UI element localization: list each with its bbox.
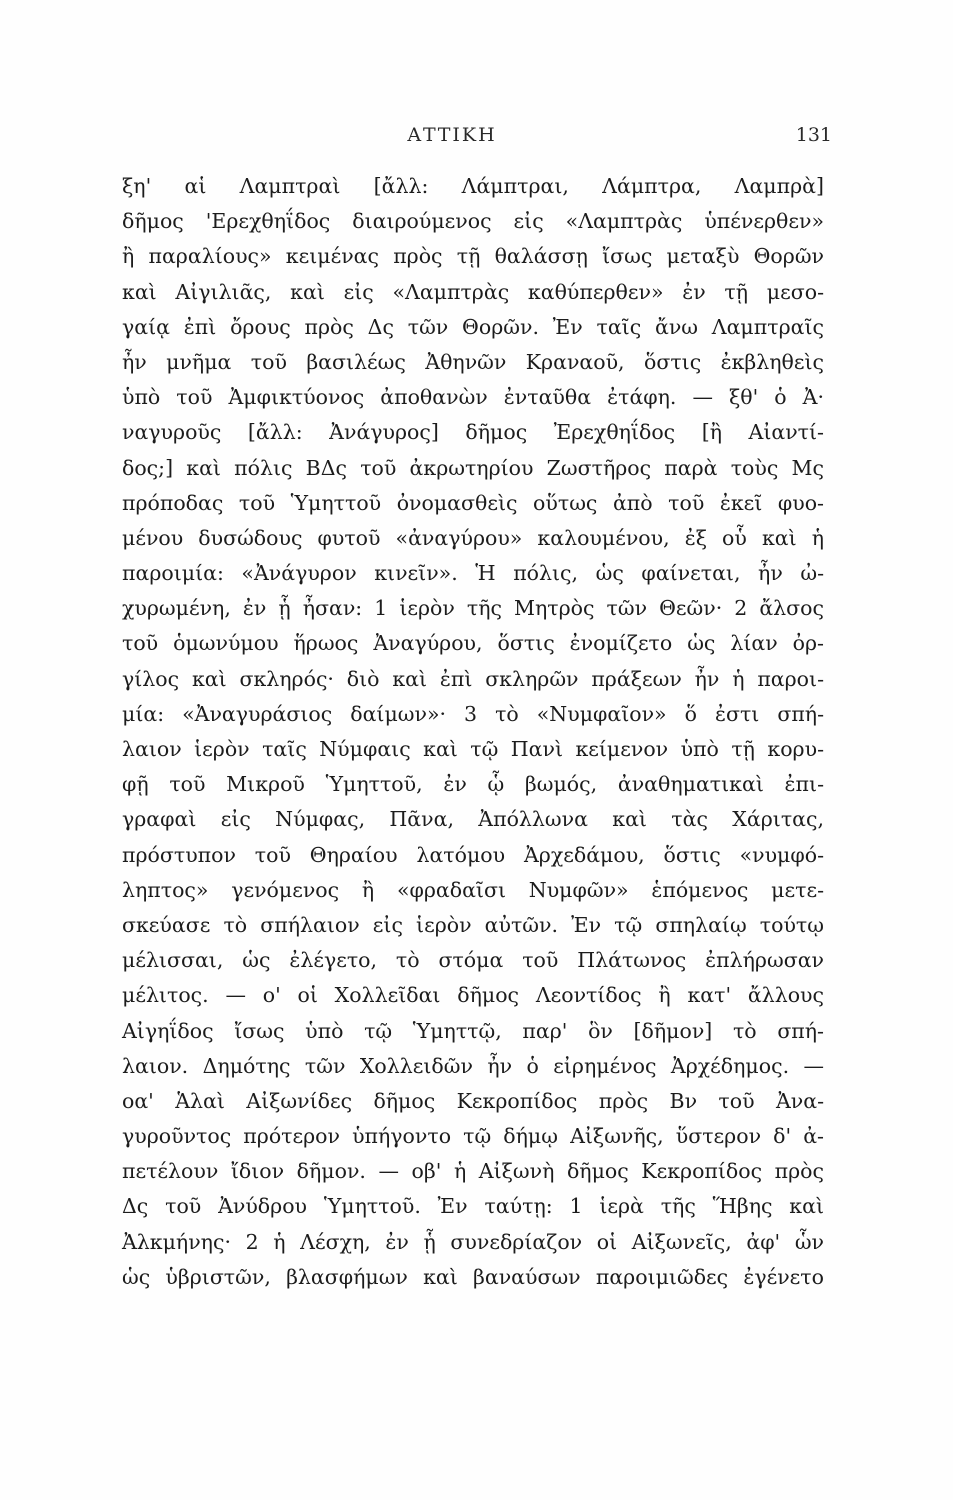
- text-line: σκεύασε τὸ σπήλαιον εἰς ἱερὸν αὐτῶν. Ἐν τῷ σπηλαίῳ τούτῳ: [122, 912, 824, 937]
- text-line: Αἰγηΐδος ἴσως ὑπὸ τῷ Ὑμηττῷ, παρ' ὃν [δῆμον] τὸ σπή-: [122, 1018, 824, 1043]
- text-line: φῇ τοῦ Μικροῦ Ὑμηττοῦ, ἐν ᾧ βωμός, ἀναθηματικαὶ ἐπι-: [122, 772, 824, 797]
- running-head-title: ΑΤΤΙΚΗ: [407, 124, 497, 146]
- text-line: οα' Ἁλαὶ Αἰξωνίδες δῆμος Κεκροπίδος πρὸς Βν τοῦ Ἀνα-: [122, 1088, 824, 1113]
- text-line: Δς τοῦ Ἀνύδρου Ὑμηττοῦ. Ἐν ταύτῃ: 1 ἱερὰ τῆς Ἥβης καὶ: [122, 1194, 824, 1219]
- text-line: λαιον ἱερὸν ταῖς Νύμφαις καὶ τῷ Πανὶ κείμενον ὑπὸ τῇ κορυ-: [122, 737, 824, 761]
- running-head: [0, 124, 953, 154]
- text-line: ξη' αἱ Λαμπτραὶ [ἄλλ: Λάμπτραι, Λάμπτρα, Λαμπρὰ]: [122, 174, 824, 198]
- text-line: πρόστυπον τοῦ Θηραίου λατόμου Ἀρχεδάμου, ὅστις «νυμφό-: [122, 842, 824, 867]
- text-line: πετέλουν ἴδιον δῆμον. — οβ' ἡ Αἰξωνὴ δῆμος Κεκροπίδος πρὸς: [122, 1159, 824, 1184]
- text-line: καὶ Αἰγιλιᾶς, καὶ εἰς «Λαμπτρὰς καθύπερθεν» ἐν τῇ μεσο-: [122, 279, 824, 304]
- text-line: Ἀλκμήνης· 2 ἡ Λέσχη, ἐν ᾗ συνεδρίαζον οἱ Αἰξωνεῖς, ἀφ' ὧν: [122, 1229, 824, 1254]
- text-line: γαίᾳ ἐπὶ ὄρους πρὸς Δς τῶν Θορῶν. Ἐν ταῖς ἄνω Λαμπτραῖς: [122, 314, 824, 339]
- text-line: ὑπὸ τοῦ Ἀμφικτύονος ἀποθανὼν ἐνταῦθα ἐτάφη. — ξθ' ὁ Ἀ·: [122, 385, 824, 410]
- text-line: χυρωμένη, ἐν ᾗ ἦσαν: 1 ἱερὸν τῆς Μητρὸς τῶν Θεῶν· 2 ἄλσος: [122, 596, 824, 621]
- text-line: πρόποδας τοῦ Ὑμηττοῦ ὀνομασθεὶς οὕτως ἀπὸ τοῦ ἐκεῖ φυο-: [122, 490, 824, 515]
- text-line: γυροῦντος πρότερον ὑπήγοντο τῷ δήμῳ Αἰξωνῆς, ὕστερον δ' ἀ-: [122, 1124, 824, 1149]
- text-line: ληπτος» γενόμενος ἢ «φραδαῖσι Νυμφῶν» ἑπόμενος μετε-: [122, 877, 824, 902]
- text-line: μέλισσαι, ὡς ἐλέγετο, τὸ στόμα τοῦ Πλάτωνος ἐπλήρωσαν: [122, 948, 824, 973]
- text-line: παροιμία: «Ἀνάγυρον κινεῖν». Ἡ πόλις, ὡς φαίνεται, ἦν ὠ-: [122, 561, 824, 586]
- text-line: λαιον. Δημότης τῶν Χολλειδῶν ἦν ὁ εἰρημένος Ἀρχέδημος. —: [122, 1053, 824, 1078]
- text-line: ὡς ὑβριστῶν, βλασφήμων καὶ βαναύσων παροιμιῶδες ἐγένετο: [122, 1264, 824, 1289]
- text-line: γραφαὶ εἰς Νύμφας, Πᾶνα, Ἀπόλλωνα καὶ τὰς Χάριτας,: [122, 807, 824, 832]
- text-line: μέλιτος. — ο' οἱ Χολλεῖδαι δῆμος Λεοντίδος ἢ κατ' ἄλλους: [122, 983, 824, 1008]
- text-line: ἢ παραλίους» κειμένας πρὸς τῇ θαλάσσῃ ἴσως μεταξὺ Θορῶν: [122, 244, 824, 269]
- body-text: [122, 169, 824, 1295]
- text-line: μία: «Ἀναγυράσιος δαίμων»· 3 τὸ «Νυμφαῖον» ὅ ἐστι σπή-: [122, 701, 824, 726]
- text-line: δῆμος 'Ερεχθηΐδος διαιρούμενος εἰς «Λαμπτρὰς ὑπένερθεν»: [122, 209, 824, 234]
- text-line: γίλος καὶ σκληρός· διὸ καὶ ἐπὶ σκληρῶν πράξεων ἦν ἡ παροι-: [122, 666, 824, 691]
- text-line: τοῦ ὁμωνύμου ἥρωος Ἀναγύρου, ὅστις ἐνομίζετο ὡς λίαν ὀρ-: [122, 631, 824, 656]
- text-line: μένου δυσώδους φυτοῦ «ἀναγύρου» καλουμένου, ἐξ οὗ καὶ ἡ: [122, 525, 824, 550]
- text-line: ἦν μνῆμα τοῦ βασιλέως Ἀθηνῶν Κραναοῦ, ὅστις ἐκβληθεὶς: [122, 349, 824, 374]
- text-line: δος;] καὶ πόλις ΒΔς τοῦ ἀκρωτηρίου Ζωστῆρος παρὰ τοὺς Μς: [122, 455, 824, 480]
- text-line: ναγυροῦς [ἄλλ: Ἀνάγυρος] δῆμος Ἐρεχθηΐδος [ἢ Αἰαντί-: [122, 420, 824, 445]
- page-number: 131: [795, 124, 832, 146]
